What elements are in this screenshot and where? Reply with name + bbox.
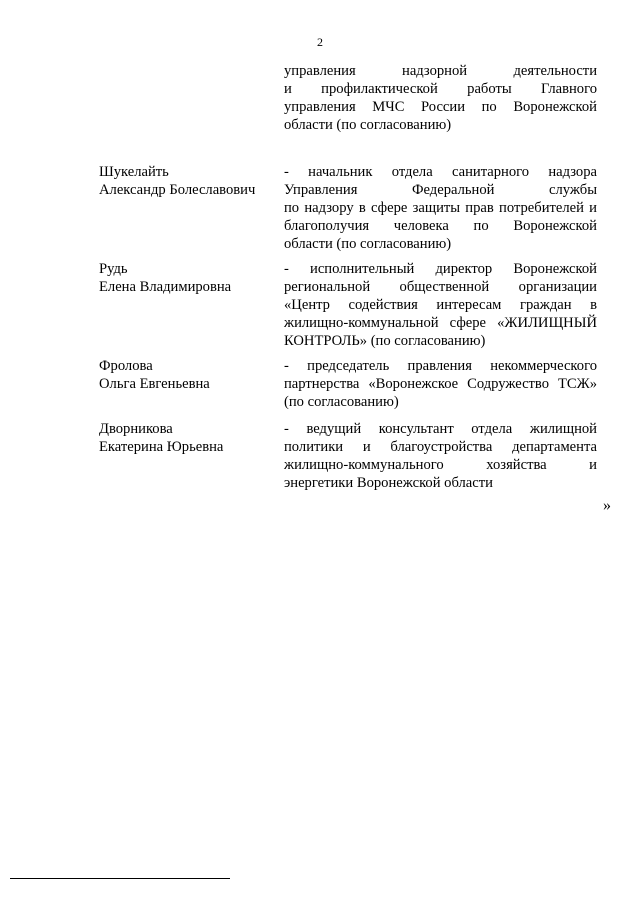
description-line: Управления Федеральной службы [284,182,597,198]
page-number: 2 [317,35,323,49]
member-surname: Рудь [99,261,128,277]
continuation-description [284,62,597,134]
description-line: по надзору в сфере защиты прав потребителей и [284,200,597,216]
description-line: региональной общественной организации [284,279,597,295]
description-line: «Центр содействия интересам граждан в [284,297,597,313]
member-surname: Фролова [99,358,153,374]
member-description [284,163,597,253]
description-line: управления МЧС России по Воронежской [284,99,597,115]
description-line: и профилактической работы Главного [284,81,597,97]
member-given-names: Елена Владимировна [99,279,232,295]
description-line: (по согласованию) [284,394,399,410]
description-line: КОНТРОЛЬ» (по согласованию) [284,333,486,349]
description-line: жилищно-коммунального хозяйства и [284,457,597,473]
description-line: - начальник отдела санитарного надзора [284,164,597,180]
description-line: благополучия человека по Воронежской [284,218,597,234]
member-given-names: Ольга Евгеньевна [99,376,210,392]
description-line: области (по согласованию) [284,117,452,133]
member-name [99,357,277,393]
member-description [284,260,597,350]
footer-divider [10,878,230,879]
description-line: управления надзорной деятельности [284,63,597,79]
description-line: жилищно-коммунальной сфере «ЖИЛИЩНЫЙ [284,315,597,331]
description-line: - исполнительный директор Воронежской [284,261,597,277]
member-given-names: Александр Болеславович [99,182,256,198]
member-description [284,357,597,411]
member-name [99,260,277,296]
description-line: партнерства «Воронежское Содружество ТСЖ» [284,376,597,392]
member-surname: Шукелайть [99,164,169,180]
description-line: энергетики Воронежской области [284,475,493,491]
member-given-names: Екатерина Юрьевна [99,439,224,455]
closing-quote: » [603,497,611,514]
description-line: - ведущий консультант отдела жилищной [284,421,597,437]
member-name [99,163,277,199]
member-description [284,420,597,492]
member-name [99,420,277,456]
description-line: политики и благоустройства департамента [284,439,597,455]
description-line: - председатель правления некоммерческого [284,358,597,374]
member-surname: Дворникова [99,421,173,437]
description-line: области (по согласованию) [284,236,452,252]
